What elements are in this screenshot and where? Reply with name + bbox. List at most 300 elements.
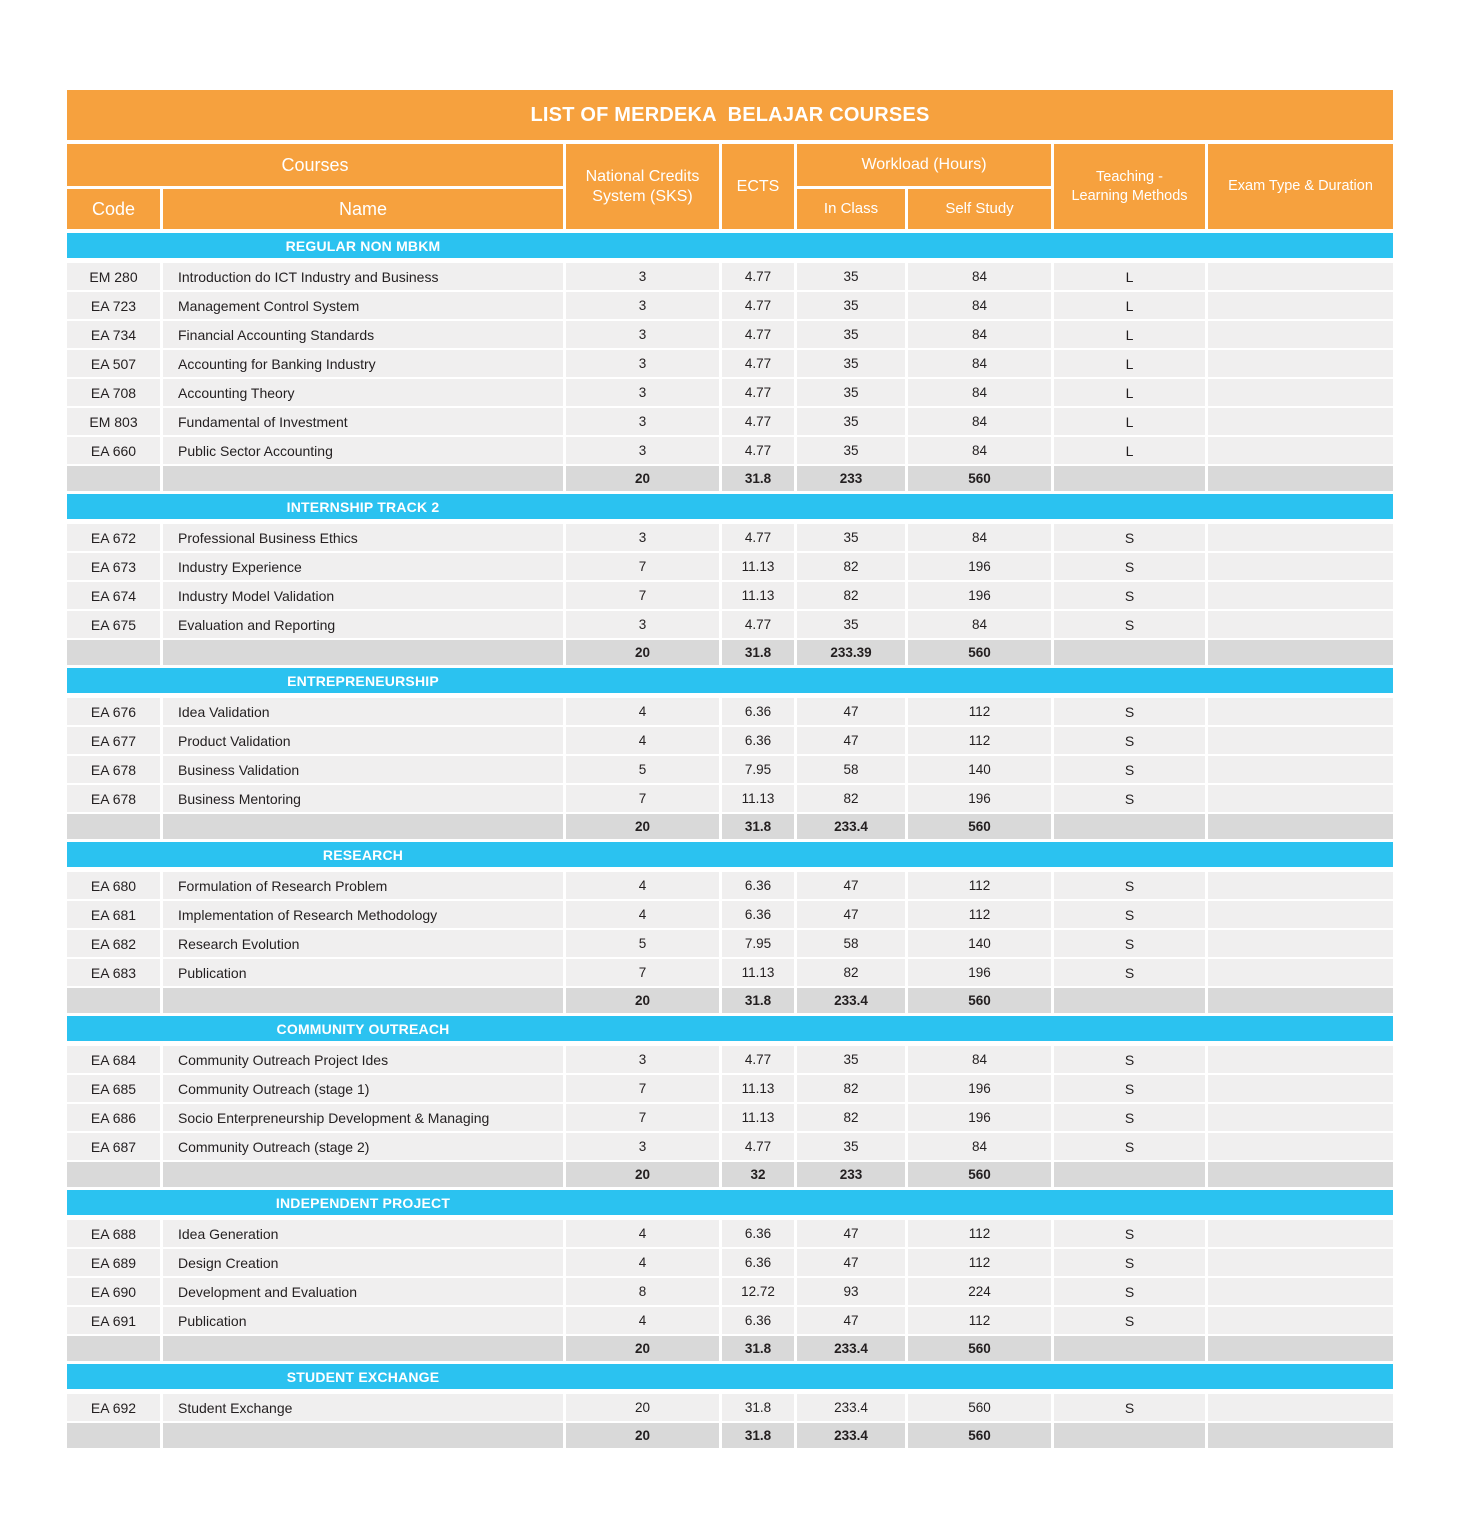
course-code: EA 682: [67, 930, 160, 957]
course-row: [67, 1075, 1393, 1102]
total-ects: 31.8: [722, 988, 794, 1013]
course-self-study: 112: [908, 872, 1051, 899]
course-self-study: 112: [908, 698, 1051, 725]
course-self-study: 196: [908, 785, 1051, 812]
total-name-cell: [163, 814, 563, 839]
course-row: [67, 379, 1393, 406]
course-method: L: [1054, 408, 1205, 435]
course-name: Fundamental of Investment: [163, 408, 563, 435]
course-code: EA 687: [67, 1133, 160, 1160]
header-self-study: Self Study: [908, 189, 1051, 229]
course-exam-cell: [1208, 379, 1393, 406]
courses-table: [67, 90, 1393, 1451]
course-sks: 4: [566, 698, 719, 725]
course-in-class: 35: [797, 379, 905, 406]
course-row: [67, 1104, 1393, 1131]
course-code: EA 686: [67, 1104, 160, 1131]
course-self-study: 112: [908, 1307, 1051, 1334]
header-exam-type: Exam Type & Duration: [1208, 144, 1393, 229]
course-sks: 3: [566, 350, 719, 377]
total-in-class: 233.4: [797, 1423, 905, 1448]
course-row: [67, 524, 1393, 551]
course-sks: 3: [566, 524, 719, 551]
course-code: EA 734: [67, 321, 160, 348]
course-ects: 6.36: [722, 901, 794, 928]
total-ects: 31.8: [722, 814, 794, 839]
course-code: EA 692: [67, 1394, 160, 1421]
section-bar: [67, 668, 1393, 693]
course-code: EA 678: [67, 756, 160, 783]
course-method: S: [1054, 1046, 1205, 1073]
course-ects: 6.36: [722, 727, 794, 754]
section-label: STUDENT EXCHANGE: [286, 1368, 440, 1385]
course-method: L: [1054, 321, 1205, 348]
course-row: [67, 698, 1393, 725]
section-total-row: [67, 988, 1393, 1013]
header-code: Code: [67, 189, 160, 229]
course-row: [67, 930, 1393, 957]
total-method-cell: [1054, 814, 1205, 839]
course-name: Development and Evaluation: [163, 1278, 563, 1305]
course-name: Formulation of Research Problem: [163, 872, 563, 899]
course-exam-cell: [1208, 1249, 1393, 1276]
section-total-row: [67, 814, 1393, 839]
course-method: L: [1054, 292, 1205, 319]
course-exam-cell: [1208, 524, 1393, 551]
header-workload: Workload (Hours): [797, 144, 1051, 186]
course-name: Business Validation: [163, 756, 563, 783]
course-ects: 7.95: [722, 930, 794, 957]
course-row: [67, 263, 1393, 290]
course-method: S: [1054, 582, 1205, 609]
course-method: S: [1054, 959, 1205, 986]
course-self-study: 84: [908, 1046, 1051, 1073]
course-method: S: [1054, 1133, 1205, 1160]
course-method: S: [1054, 611, 1205, 638]
header-national-credits: National Credits System (SKS): [566, 144, 719, 229]
course-ects: 4.77: [722, 437, 794, 464]
course-ects: 6.36: [722, 872, 794, 899]
total-in-class: 233.4: [797, 814, 905, 839]
total-sks: 20: [566, 1423, 719, 1448]
course-method: S: [1054, 553, 1205, 580]
course-name: Community Outreach (stage 2): [163, 1133, 563, 1160]
course-ects: 7.95: [722, 756, 794, 783]
course-exam-cell: [1208, 553, 1393, 580]
course-method: S: [1054, 727, 1205, 754]
course-exam-cell: [1208, 1075, 1393, 1102]
section-bar: [67, 842, 1393, 867]
course-ects: 6.36: [722, 1249, 794, 1276]
course-row: [67, 437, 1393, 464]
section-total-row: [67, 1336, 1393, 1361]
course-sks: 20: [566, 1394, 719, 1421]
course-ects: 11.13: [722, 582, 794, 609]
section-label: REGULAR NON MBKM: [285, 237, 441, 254]
course-code: EA 680: [67, 872, 160, 899]
course-ects: 4.77: [722, 321, 794, 348]
course-method: S: [1054, 1307, 1205, 1334]
course-row: [67, 959, 1393, 986]
course-in-class: 93: [797, 1278, 905, 1305]
total-exam-cell: [1208, 1336, 1393, 1361]
course-exam-cell: [1208, 1394, 1393, 1421]
course-exam-cell: [1208, 785, 1393, 812]
course-row: [67, 1278, 1393, 1305]
total-self-study: 560: [908, 640, 1051, 665]
total-exam-cell: [1208, 814, 1393, 839]
course-in-class: 47: [797, 727, 905, 754]
course-self-study: 112: [908, 1220, 1051, 1247]
course-ects: 4.77: [722, 611, 794, 638]
header-teaching-methods: Teaching - Learning Methods: [1054, 144, 1205, 229]
course-exam-cell: [1208, 321, 1393, 348]
course-row: [67, 1220, 1393, 1247]
course-row: [67, 350, 1393, 377]
page-title: LIST OF MERDEKA BELAJAR COURSES: [530, 103, 930, 126]
course-sks: 7: [566, 582, 719, 609]
course-name: Industry Model Validation: [163, 582, 563, 609]
course-code: EA 677: [67, 727, 160, 754]
header-in-class: In Class: [797, 189, 905, 229]
course-method: L: [1054, 263, 1205, 290]
course-sks: 4: [566, 727, 719, 754]
course-self-study: 84: [908, 321, 1051, 348]
course-ects: 31.8: [722, 1394, 794, 1421]
course-method: S: [1054, 1220, 1205, 1247]
total-sks: 20: [566, 640, 719, 665]
course-exam-cell: [1208, 263, 1393, 290]
course-row: [67, 872, 1393, 899]
total-sks: 20: [566, 1162, 719, 1187]
course-method: S: [1054, 698, 1205, 725]
course-row: [67, 756, 1393, 783]
course-method: S: [1054, 872, 1205, 899]
course-sks: 3: [566, 1046, 719, 1073]
course-self-study: 112: [908, 901, 1051, 928]
course-row: [67, 553, 1393, 580]
course-name: Management Control System: [163, 292, 563, 319]
header-ects: ECTS: [722, 144, 794, 229]
section-bar: [67, 1190, 1393, 1215]
course-code: EA 672: [67, 524, 160, 551]
total-self-study: 560: [908, 1336, 1051, 1361]
course-row: [67, 1046, 1393, 1073]
course-in-class: 82: [797, 785, 905, 812]
course-code: EA 685: [67, 1075, 160, 1102]
header-name: Name: [163, 189, 563, 229]
section-label: INDEPENDENT PROJECT: [275, 1194, 451, 1211]
course-in-class: 35: [797, 524, 905, 551]
course-name: Industry Experience: [163, 553, 563, 580]
course-sks: 3: [566, 321, 719, 348]
course-self-study: 84: [908, 292, 1051, 319]
course-exam-cell: [1208, 408, 1393, 435]
course-name: Community Outreach Project Ides: [163, 1046, 563, 1073]
course-self-study: 84: [908, 263, 1051, 290]
course-row: [67, 321, 1393, 348]
course-self-study: 84: [908, 611, 1051, 638]
course-name: Research Evolution: [163, 930, 563, 957]
total-self-study: 560: [908, 1162, 1051, 1187]
course-name: Socio Enterpreneurship Development & Managing: [163, 1104, 563, 1131]
course-ects: 4.77: [722, 263, 794, 290]
total-name-cell: [163, 988, 563, 1013]
course-self-study: 84: [908, 350, 1051, 377]
total-ects: 31.8: [722, 1336, 794, 1361]
section-bar: [67, 1364, 1393, 1389]
course-exam-cell: [1208, 727, 1393, 754]
course-sks: 8: [566, 1278, 719, 1305]
header-courses: Courses: [67, 144, 563, 186]
course-code: EM 280: [67, 263, 160, 290]
total-sks: 20: [566, 1336, 719, 1361]
course-exam-cell: [1208, 756, 1393, 783]
course-ects: 4.77: [722, 350, 794, 377]
course-row: [67, 727, 1393, 754]
course-method: S: [1054, 901, 1205, 928]
total-code-cell: [67, 466, 160, 491]
course-in-class: 35: [797, 611, 905, 638]
course-method: S: [1054, 930, 1205, 957]
course-sks: 4: [566, 1249, 719, 1276]
course-sks: 3: [566, 437, 719, 464]
course-name: Evaluation and Reporting: [163, 611, 563, 638]
section-label: INTERNSHIP TRACK 2: [286, 498, 440, 515]
course-code: EA 674: [67, 582, 160, 609]
course-exam-cell: [1208, 582, 1393, 609]
course-in-class: 35: [797, 408, 905, 435]
total-method-cell: [1054, 1336, 1205, 1361]
course-self-study: 84: [908, 524, 1051, 551]
total-in-class: 233.4: [797, 1336, 905, 1361]
total-code-cell: [67, 1162, 160, 1187]
total-ects: 31.8: [722, 640, 794, 665]
course-in-class: 47: [797, 872, 905, 899]
course-self-study: 84: [908, 379, 1051, 406]
course-sks: 3: [566, 379, 719, 406]
total-in-class: 233.39: [797, 640, 905, 665]
course-exam-cell: [1208, 1046, 1393, 1073]
total-code-cell: [67, 814, 160, 839]
course-name: Professional Business Ethics: [163, 524, 563, 551]
course-code: EA 691: [67, 1307, 160, 1334]
course-ects: 12.72: [722, 1278, 794, 1305]
course-name: Student Exchange: [163, 1394, 563, 1421]
course-exam-cell: [1208, 1307, 1393, 1334]
total-sks: 20: [566, 814, 719, 839]
section-total-row: [67, 1162, 1393, 1187]
section-total-row: [67, 1423, 1393, 1448]
course-self-study: 140: [908, 756, 1051, 783]
total-exam-cell: [1208, 466, 1393, 491]
course-in-class: 35: [797, 292, 905, 319]
course-exam-cell: [1208, 1278, 1393, 1305]
course-method: S: [1054, 524, 1205, 551]
total-exam-cell: [1208, 988, 1393, 1013]
course-in-class: 47: [797, 901, 905, 928]
section-label: ENTREPRENEURSHIP: [287, 672, 439, 689]
total-method-cell: [1054, 640, 1205, 665]
course-in-class: 82: [797, 553, 905, 580]
course-method: S: [1054, 756, 1205, 783]
course-exam-cell: [1208, 437, 1393, 464]
course-row: [67, 292, 1393, 319]
total-code-cell: [67, 640, 160, 665]
course-in-class: 47: [797, 1249, 905, 1276]
course-ects: 11.13: [722, 959, 794, 986]
course-sks: 4: [566, 901, 719, 928]
course-in-class: 82: [797, 1104, 905, 1131]
course-self-study: 84: [908, 437, 1051, 464]
course-method: S: [1054, 1278, 1205, 1305]
total-ects: 31.8: [722, 1423, 794, 1448]
course-sks: 3: [566, 1133, 719, 1160]
total-in-class: 233: [797, 1162, 905, 1187]
total-code-cell: [67, 1336, 160, 1361]
course-in-class: 35: [797, 350, 905, 377]
course-sks: 3: [566, 292, 719, 319]
course-ects: 11.13: [722, 1075, 794, 1102]
course-ects: 4.77: [722, 524, 794, 551]
course-self-study: 112: [908, 727, 1051, 754]
total-ects: 31.8: [722, 466, 794, 491]
section-total-row: [67, 640, 1393, 665]
course-code: EA 678: [67, 785, 160, 812]
course-code: EM 803: [67, 408, 160, 435]
course-in-class: 233.4: [797, 1394, 905, 1421]
course-self-study: 140: [908, 930, 1051, 957]
total-method-cell: [1054, 1162, 1205, 1187]
course-self-study: 196: [908, 553, 1051, 580]
course-code: EA 690: [67, 1278, 160, 1305]
total-name-cell: [163, 1423, 563, 1448]
course-code: EA 708: [67, 379, 160, 406]
course-code: EA 660: [67, 437, 160, 464]
course-name: Community Outreach (stage 1): [163, 1075, 563, 1102]
course-name: Business Mentoring: [163, 785, 563, 812]
total-self-study: 560: [908, 466, 1051, 491]
course-in-class: 35: [797, 1133, 905, 1160]
course-exam-cell: [1208, 611, 1393, 638]
course-code: EA 673: [67, 553, 160, 580]
course-self-study: 560: [908, 1394, 1051, 1421]
course-row: [67, 785, 1393, 812]
course-in-class: 35: [797, 263, 905, 290]
course-in-class: 82: [797, 582, 905, 609]
course-exam-cell: [1208, 698, 1393, 725]
course-name: Introduction do ICT Industry and Business: [163, 263, 563, 290]
course-ects: 4.77: [722, 1046, 794, 1073]
course-exam-cell: [1208, 930, 1393, 957]
course-name: Product Validation: [163, 727, 563, 754]
course-row: [67, 582, 1393, 609]
total-self-study: 560: [908, 814, 1051, 839]
course-name: Public Sector Accounting: [163, 437, 563, 464]
course-row: [67, 408, 1393, 435]
course-ects: 11.13: [722, 553, 794, 580]
course-ects: 4.77: [722, 408, 794, 435]
course-ects: 11.13: [722, 1104, 794, 1131]
course-self-study: 84: [908, 408, 1051, 435]
course-code: EA 683: [67, 959, 160, 986]
course-sks: 7: [566, 785, 719, 812]
total-sks: 20: [566, 988, 719, 1013]
course-name: Publication: [163, 1307, 563, 1334]
course-sks: 4: [566, 1220, 719, 1247]
section-bar: [67, 1016, 1393, 1041]
course-sks: 3: [566, 408, 719, 435]
course-self-study: 196: [908, 1104, 1051, 1131]
total-sks: 20: [566, 466, 719, 491]
table-header: [67, 144, 1393, 229]
total-ects: 32: [722, 1162, 794, 1187]
course-name: Design Creation: [163, 1249, 563, 1276]
course-in-class: 82: [797, 1075, 905, 1102]
section-total-row: [67, 466, 1393, 491]
total-name-cell: [163, 640, 563, 665]
total-in-class: 233: [797, 466, 905, 491]
section-label: RESEARCH: [322, 846, 404, 863]
total-code-cell: [67, 988, 160, 1013]
course-method: S: [1054, 785, 1205, 812]
course-in-class: 35: [797, 321, 905, 348]
total-self-study: 560: [908, 988, 1051, 1013]
course-sks: 7: [566, 1075, 719, 1102]
course-exam-cell: [1208, 1133, 1393, 1160]
total-method-cell: [1054, 466, 1205, 491]
course-ects: 6.36: [722, 1220, 794, 1247]
course-exam-cell: [1208, 292, 1393, 319]
course-name: Implementation of Research Methodology: [163, 901, 563, 928]
course-name: Accounting Theory: [163, 379, 563, 406]
course-sks: 4: [566, 1307, 719, 1334]
course-ects: 4.77: [722, 1133, 794, 1160]
total-in-class: 233.4: [797, 988, 905, 1013]
total-exam-cell: [1208, 1423, 1393, 1448]
course-row: [67, 611, 1393, 638]
course-name: Financial Accounting Standards: [163, 321, 563, 348]
course-sks: 3: [566, 263, 719, 290]
course-code: EA 681: [67, 901, 160, 928]
course-self-study: 196: [908, 959, 1051, 986]
course-row: [67, 901, 1393, 928]
course-in-class: 47: [797, 1307, 905, 1334]
total-method-cell: [1054, 1423, 1205, 1448]
course-exam-cell: [1208, 959, 1393, 986]
course-in-class: 35: [797, 437, 905, 464]
table-body: [67, 233, 1393, 1448]
section-bar: [67, 494, 1393, 519]
course-method: L: [1054, 350, 1205, 377]
total-exam-cell: [1208, 1162, 1393, 1187]
course-name: Idea Generation: [163, 1220, 563, 1247]
course-exam-cell: [1208, 901, 1393, 928]
course-self-study: 196: [908, 1075, 1051, 1102]
course-code: EA 723: [67, 292, 160, 319]
course-exam-cell: [1208, 1104, 1393, 1131]
course-sks: 7: [566, 959, 719, 986]
course-self-study: 112: [908, 1249, 1051, 1276]
course-row: [67, 1394, 1393, 1421]
total-name-cell: [163, 1336, 563, 1361]
section-label: COMMUNITY OUTREACH: [276, 1020, 450, 1037]
total-method-cell: [1054, 988, 1205, 1013]
course-method: L: [1054, 437, 1205, 464]
course-row: [67, 1133, 1393, 1160]
course-code: EA 689: [67, 1249, 160, 1276]
course-in-class: 47: [797, 698, 905, 725]
